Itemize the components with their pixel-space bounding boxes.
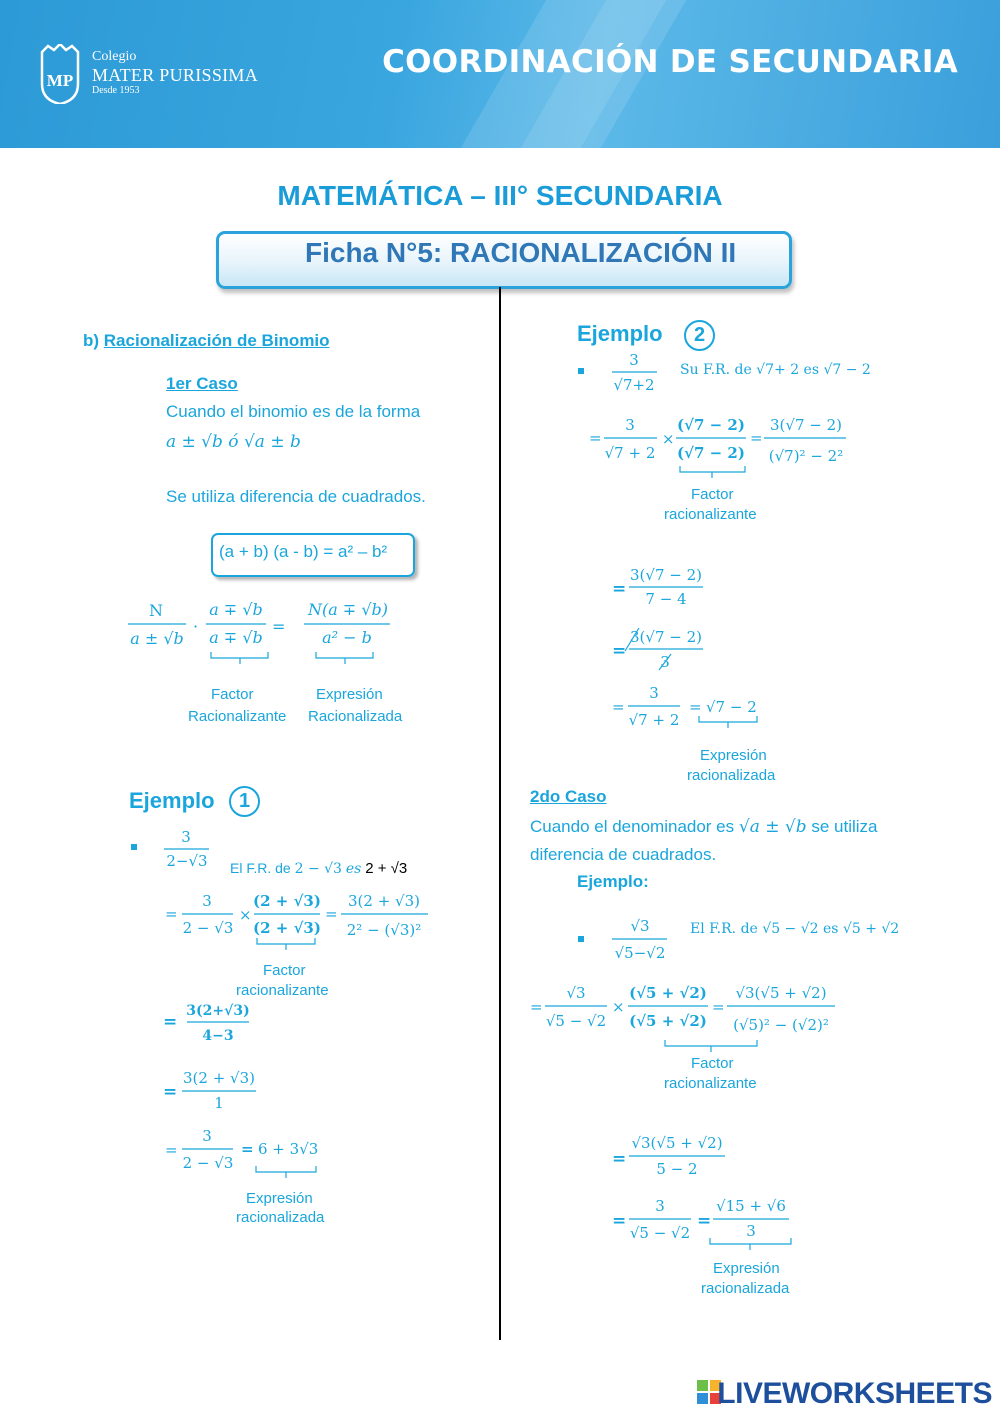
equals-sign: =: [272, 617, 286, 636]
equals-sign: =: [750, 429, 763, 447]
case2-result-denominator: 3: [746, 1222, 756, 1240]
ex2-result: √7 − 2: [706, 698, 757, 716]
case2-step2-denominator: 5 − 2: [656, 1160, 698, 1178]
school-since: Desde 1953: [92, 85, 140, 96]
factor-label-2: Racionalizante: [188, 708, 287, 725]
expression-label-2: racionalizada: [236, 1209, 325, 1226]
equals-sign: =: [612, 1211, 627, 1231]
case2-result-numerator: √15 + √6: [716, 1197, 786, 1215]
fr-value: 2 + √3: [365, 860, 408, 877]
ex1-step2-denominator: 4−3: [202, 1028, 234, 1044]
ex1-step3-numerator: 3(2 + √3): [183, 1069, 255, 1087]
ex1-step2-numerator: 3(2+√3): [186, 1003, 250, 1019]
equals-sign: =: [712, 998, 725, 1016]
ficha-title: Ficha N°5: RACIONALIZACIÓN II: [305, 237, 737, 268]
factor-label: Factor: [691, 486, 734, 503]
ex2-step1-result-denominator: (√7)² − 2²: [768, 447, 844, 465]
case2-heading: 2do Caso: [530, 787, 607, 806]
case2-step1-denominator: √5 − √2: [545, 1012, 607, 1030]
factor-label-2: racionalizante: [664, 1075, 757, 1092]
expression-label-2: racionalizada: [701, 1280, 790, 1297]
case2-step3-numerator: 3: [655, 1197, 665, 1215]
ex1-result: 6 + 3√3: [258, 1140, 319, 1158]
times-sign: ×: [612, 998, 625, 1016]
case2-description-2: diferencia de cuadrados.: [530, 845, 717, 864]
ex2-step3-numerator: 3(√7 − 2): [630, 628, 702, 646]
gen-fr-denominator: a ∓ √b: [209, 628, 263, 647]
case1-form: a ± √b ó √a ± b: [166, 432, 301, 452]
factor-label-2: racionalizante: [236, 982, 329, 999]
ex2-step2-denominator: 7 − 4: [645, 590, 687, 608]
ex2-step1-result-numerator: 3(√7 − 2): [770, 416, 842, 434]
identity-formula: (a + b) (a - b) = a² – b²: [219, 542, 388, 561]
case2-example-label: Ejemplo:: [577, 872, 649, 891]
expression-label-2: Racionalizada: [308, 708, 403, 725]
ex2-fr-numerator: (√7 − 2): [677, 416, 745, 434]
ex1-step4-numerator: 3: [202, 1127, 212, 1145]
fr-of: 2 − √3: [294, 861, 342, 877]
fr-prefix: El F.R. de: [230, 860, 291, 876]
equals-sign: =: [165, 1141, 178, 1159]
ex1-step1-result-denominator: 2² − (√3)²: [346, 921, 422, 939]
equals-sign: =: [612, 698, 625, 716]
factor-label: Factor: [263, 962, 306, 979]
gen-numerator: N: [149, 601, 163, 620]
ex2-step3-denominator: 3: [660, 653, 670, 671]
example1-title: Ejemplo: [129, 788, 215, 813]
brace-icon: [316, 652, 373, 664]
dot-operator: ·: [193, 617, 199, 636]
equals-sign: =: [325, 905, 338, 923]
case2-fr-denominator: (√5 + √2): [629, 1012, 707, 1030]
brace-icon: [665, 1040, 757, 1052]
expression-label: Expresión: [700, 747, 767, 764]
brace-icon: [680, 466, 745, 478]
ex2-question-denominator: √7+2: [613, 376, 655, 394]
ex1-fr-numerator: (2 + √3): [253, 892, 321, 910]
fr-es: es: [345, 861, 362, 877]
times-sign: ×: [239, 906, 252, 924]
case2-question-denominator: √5−√2: [614, 944, 666, 962]
ex1-fr-denominator: (2 + √3): [253, 919, 321, 937]
ex2-step4-denominator: √7 + 2: [628, 711, 680, 729]
coordination-title: COORDINACIÓN DE SECUNDARIA: [382, 44, 958, 80]
case2-step1-numerator: √3: [566, 984, 586, 1002]
factor-label-2: racionalizante: [664, 506, 757, 523]
gen-fr-numerator: a ∓ √b: [209, 600, 263, 619]
equals-sign: =: [612, 579, 627, 599]
brace-icon: [256, 1166, 316, 1178]
footer-brand: LIVEWORKSHEETS: [717, 1377, 992, 1410]
times-sign: ×: [662, 430, 675, 448]
brace-icon: [257, 938, 315, 950]
equals-sign: =: [163, 1012, 178, 1032]
example2-title: Ejemplo: [577, 321, 663, 346]
case2-fr-numerator: (√5 + √2): [629, 984, 707, 1002]
equals-sign: =: [697, 1211, 712, 1231]
case2-question-numerator: √3: [630, 917, 650, 935]
ex2-step1-denominator: √7 + 2: [604, 444, 656, 462]
ex1-step1-numerator: 3: [202, 892, 212, 910]
equals-sign: =: [689, 698, 702, 716]
ex2-step1-numerator: 3: [625, 416, 635, 434]
case2-line1: Cuando el denominador es: [530, 817, 735, 836]
gen-denominator: a ± √b: [130, 629, 184, 648]
ex2-step2-numerator: 3(√7 − 2): [630, 566, 702, 584]
section-link: Racionalización de Binomio: [103, 331, 330, 350]
crest-letters: MP: [46, 71, 74, 90]
case2-step1-result-denominator: (√5)² − (√2)²: [733, 1016, 829, 1034]
brace-icon: [211, 652, 268, 664]
ex1-question-numerator: 3: [181, 828, 191, 846]
case2-step1-result-numerator: √3(√5 + √2): [735, 984, 827, 1002]
expression-label-2: racionalizada: [687, 767, 776, 784]
ex1-question-denominator: 2−√3: [166, 852, 208, 870]
gen-result-denominator: a² − b: [322, 628, 372, 647]
school-prefix: Colegio: [92, 49, 137, 64]
example2-fr-note: Su F.R. de √7+ 2 es √7 − 2: [680, 362, 871, 378]
case1-method: Se utiliza diferencia de cuadrados.: [166, 487, 426, 506]
case2-step2-numerator: √3(√5 + √2): [631, 1134, 723, 1152]
ex1-step3-denominator: 1: [214, 1094, 224, 1112]
case2-line1-end: se utiliza: [811, 817, 878, 836]
brace-icon: [699, 716, 757, 728]
equals-sign: =: [612, 641, 627, 661]
case2-step3-denominator: √5 − √2: [629, 1224, 691, 1242]
case2-fr-note: El F.R. de √5 − √2 es √5 + √2: [690, 921, 900, 937]
expression-label: Expresión: [246, 1190, 313, 1207]
equals-sign: =: [241, 1140, 254, 1158]
example1-number: 1: [229, 786, 260, 817]
equals-sign: =: [165, 905, 178, 923]
case1-description: Cuando el binomio es de la forma: [166, 402, 421, 421]
example2-number: 2: [684, 320, 715, 351]
expression-label: Expresión: [713, 1260, 780, 1277]
school-name: MATER PURISSIMA: [92, 65, 259, 85]
gen-result-numerator: N(a ∓ √b): [307, 600, 389, 619]
case1-heading: 1er Caso: [166, 374, 238, 393]
case2-line1-math: √a ± √b: [738, 817, 807, 837]
ex2-step4-numerator: 3: [649, 684, 659, 702]
factor-label: Factor: [691, 1055, 734, 1072]
ex1-step4-denominator: 2 − √3: [182, 1154, 234, 1172]
ex2-fr-denominator: (√7 − 2): [677, 444, 745, 462]
equals-sign: =: [589, 429, 602, 447]
section-prefix: b): [83, 331, 104, 350]
expression-label: Expresión: [316, 686, 383, 703]
page-title: MATEMÁTICA – III° SECUNDARIA: [277, 180, 723, 211]
ex1-step1-result-numerator: 3(2 + √3): [348, 892, 420, 910]
equals-sign: =: [163, 1082, 178, 1102]
ex1-step1-denominator: 2 − √3: [182, 919, 234, 937]
factor-label: Factor: [211, 686, 254, 703]
equals-sign: =: [612, 1149, 627, 1169]
equals-sign: =: [530, 998, 543, 1016]
ex2-question-numerator: 3: [629, 351, 639, 369]
